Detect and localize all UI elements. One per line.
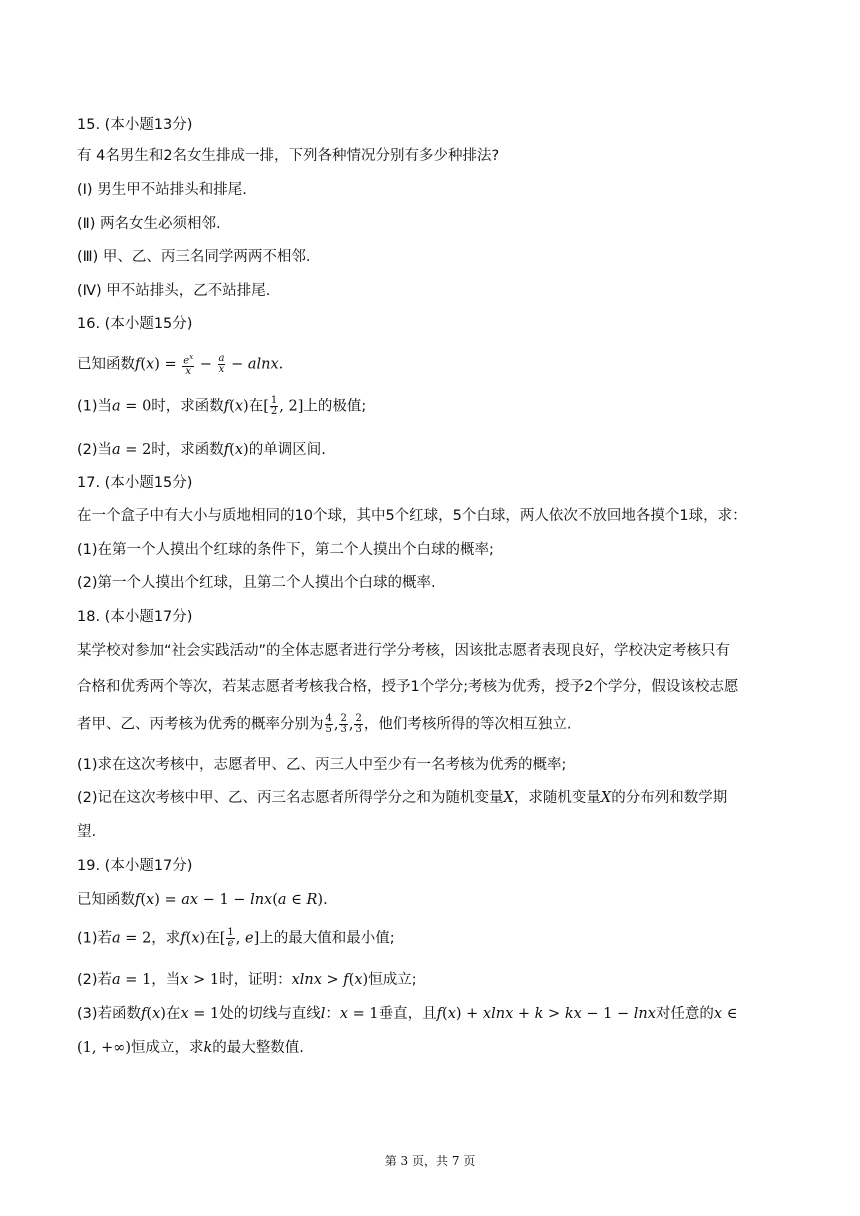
q19-part2: (2)若a = 1，当x > 1时，证明：xlnx > f(x)恒成立; — [77, 972, 417, 988]
q17-stem: 在一个盒子中有大小与质地相同的10个球，其中5个红球，5个白球，两人依次不放回地各摸个1球，求： — [77, 508, 747, 524]
q19-part3: (3)若函数f(x)在x = 1处的切线与直线l：x = 1垂直，且f(x) + xlnx + k > kx − 1 − lnx对任意的x ∈ — [77, 1006, 738, 1022]
q17-part2: (2)第一个人摸出个红球，且第二个人摸出个白球的概率. — [77, 575, 436, 591]
q16-stem: 已知函数f(x) = $\frac{e^x}{x}$ − $\frac{a}{x}$ − alnx. — [77, 353, 284, 378]
q18-part2-end: 望. — [77, 824, 97, 840]
q15-part3: (Ⅲ) 甲、乙、丙三名同学两两不相邻. — [77, 249, 311, 265]
q19-stem: 已知函数f(x) = ax − 1 − lnx(a ∈ R). — [77, 892, 328, 908]
q18-stem-line2: 合格和优秀两个等次，若某志愿者考核我合格，授予1个学分;考核为优秀，授予2个学分，假设该校志愿 — [77, 679, 739, 695]
q18-title: 18. (本小题17分) — [77, 609, 193, 625]
q18-stem-line1: 某学校对参加“社会实践活动”的全体志愿者进行学分考核，因该批志愿者表现良好，学校决定考核只有 — [77, 643, 731, 659]
q15-part4: (Ⅳ) 甲不站排头，乙不站排尾. — [77, 283, 271, 299]
page-footer: 第 3 页，共 7 页 — [384, 1154, 476, 1168]
q19-part3-line2: (1, +∞)恒成立，求k的最大整数值. — [77, 1040, 304, 1056]
q18-part1: (1)求在这次考核中，志愿者甲、乙、丙三人中至少有一名考核为优秀的概率; — [77, 757, 567, 773]
q18-stem-line3: 者甲、乙、丙考核为优秀的概率分别为 $\frac{4}{5}$ , $\frac{2}{3}$ , $\frac{2}{3}$ ，他们考核所得的等次相互独立. — [77, 713, 572, 735]
q15-title: 15. (本小题13分) — [77, 117, 193, 133]
q16-part2: (2)当a = 2时，求函数f(x)的单调区间. — [77, 442, 326, 458]
q15-stem: 有 4名男生和2名女生排成一排，下列各种情况分别有多少种排法? — [77, 148, 500, 164]
q19-title: 19. (本小题17分) — [77, 858, 193, 874]
q19-part1: (1)若a = 2，求f(x)在[ $\frac{1}{e}$ , e]上的最大值和最小值; — [77, 927, 395, 949]
q15-part1: (Ⅰ) 男生甲不站排头和排尾. — [77, 182, 247, 198]
q16-part1: (1)当a = 0时，求函数f(x)在[ $\frac{1}{2}$ , 2]上的极值; — [77, 395, 367, 417]
q15-part2: (Ⅱ) 两名女生必须相邻. — [77, 216, 221, 232]
q18-part2: (2)记在这次考核中甲、乙、丙三名志愿者所得学分之和为随机变量X，求随机变量X的分布列和数学期 — [77, 790, 728, 806]
q17-part1: (1)在第一个人摸出个红球的条件下，第二个人摸出个白球的概率; — [77, 542, 494, 558]
q17-title: 17. (本小题15分) — [77, 475, 193, 491]
q16-title: 16. (本小题15分) — [77, 316, 193, 332]
